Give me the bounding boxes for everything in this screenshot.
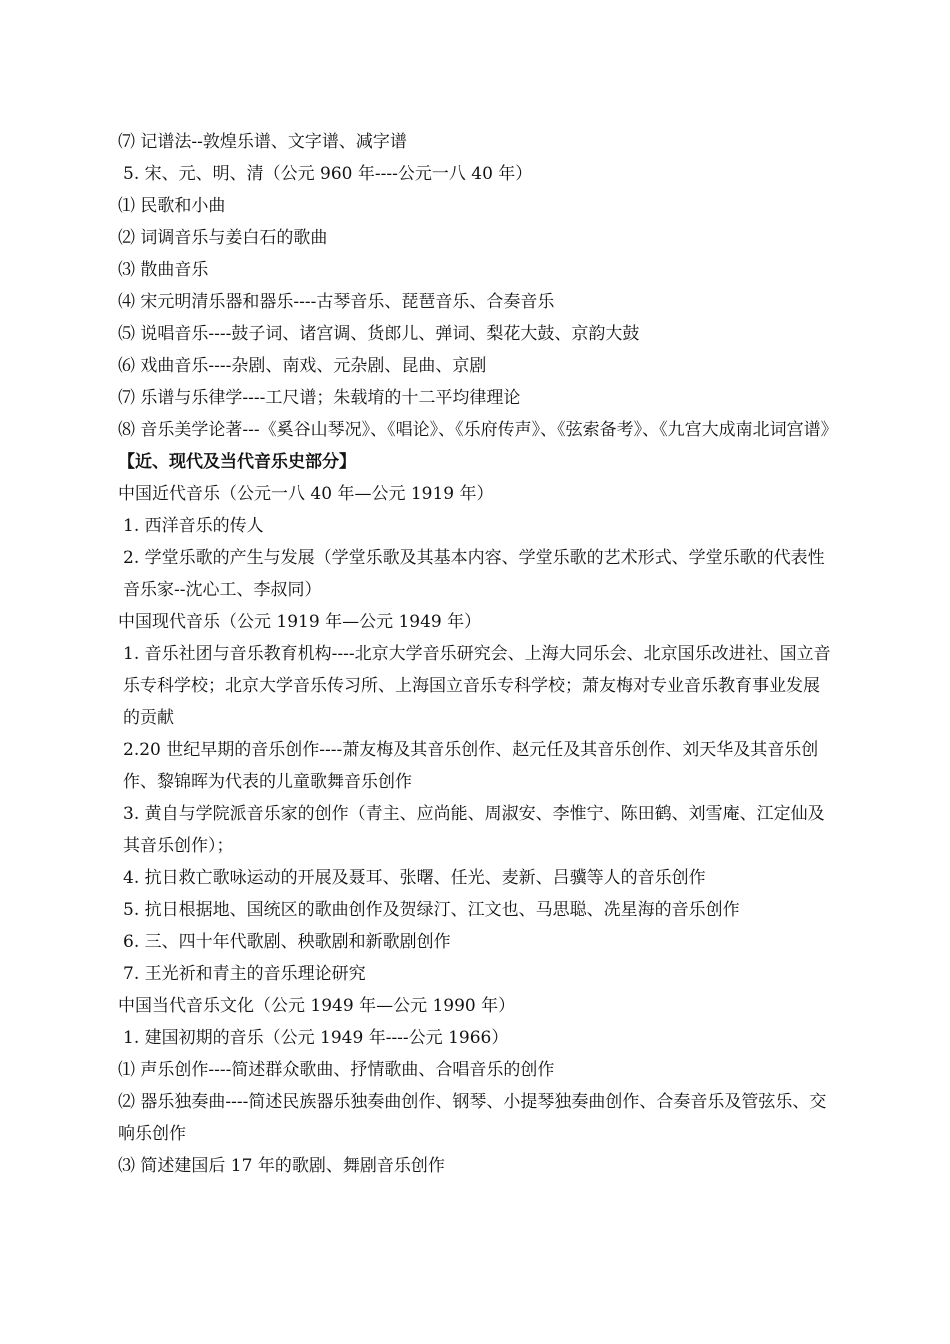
- text-line: ⑴ 声乐创作----简述群众歌曲、抒情歌曲、合唱音乐的创作: [118, 1060, 555, 1080]
- text-line: 1. 音乐社团与音乐教育机构----北京大学音乐研究会、上海大同乐会、北京国乐改进社、国立音乐专科学校；北京大学音乐传习所、上海国立音乐专科学校；萧友梅对专业音乐教育事业发展的贡献: [123, 644, 831, 728]
- text-line: ⑶ 简述建国后 17 年的歌剧、舞剧音乐创作: [118, 1156, 445, 1176]
- text-line: ⑵ 词调音乐与姜白石的歌曲: [118, 228, 328, 248]
- text-line: 2. 学堂乐歌的产生与发展（学堂乐歌及其基本内容、学堂乐歌的艺术形式、学堂乐歌的代表性音乐家--沈心工、李叔同）: [123, 548, 825, 600]
- document-body: [118, 126, 838, 1182]
- text-line: ⑶ 散曲音乐: [118, 260, 209, 280]
- subsection-title: 中国现代音乐（公元 1919 年—公元 1949 年）: [118, 612, 482, 632]
- text-line: 1. 西洋音乐的传人: [123, 516, 264, 536]
- subsection-title: 中国近代音乐（公元一八 40 年—公元 1919 年）: [118, 484, 494, 504]
- text-line: ⑷ 宋元明清乐器和器乐----古琴音乐、琵琶音乐、合奏音乐: [118, 292, 555, 312]
- text-line: ⑺ 乐谱与乐律学----工尺谱；朱载堉的十二平均律理论: [118, 388, 521, 408]
- text-line: ⑻ 音乐美学论著---《奚谷山琴况》、《唱论》、《乐府传声》、《弦索备考》、《九宫大成南北词宫谱》: [118, 420, 838, 440]
- text-line: 5. 抗日根据地、国统区的歌曲创作及贺绿汀、江文也、马思聪、冼星海的音乐创作: [123, 900, 740, 920]
- text-line: 6. 三、四十年代歌剧、秧歌剧和新歌剧创作: [123, 932, 451, 952]
- text-line: ⑺ 记谱法--敦煌乐谱、文字谱、减字谱: [118, 132, 407, 152]
- text-line: 1. 建国初期的音乐（公元 1949 年----公元 1966）: [123, 1028, 509, 1048]
- text-line: ⑵ 器乐独奏曲----简述民族器乐独奏曲创作、钢琴、小提琴独奏曲创作、合奏音乐及管弦乐、交响乐创作: [118, 1092, 827, 1144]
- text-line: 5. 宋、元、明、清（公元 960 年----公元一八 40 年）: [123, 164, 533, 184]
- text-line: 7. 王光祈和青主的音乐理论研究: [123, 964, 366, 984]
- subsection-title: 中国当代音乐文化（公元 1949 年—公元 1990 年）: [118, 996, 516, 1016]
- text-line: 3. 黄自与学院派音乐家的创作（青主、应尚能、周淑安、李惟宁、陈田鹤、刘雪庵、江定仙及其音乐创作）；: [123, 804, 825, 856]
- text-line: ⑸ 说唱音乐----鼓子词、诸宫调、货郎儿、弹词、梨花大鼓、京韵大鼓: [118, 324, 640, 344]
- section-heading: 【近、现代及当代音乐史部分】: [118, 452, 356, 472]
- text-line: ⑹ 戏曲音乐----杂剧、南戏、元杂剧、昆曲、京剧: [118, 356, 487, 376]
- text-line: 4. 抗日救亡歌咏运动的开展及聂耳、张曙、任光、麦新、吕骥等人的音乐创作: [123, 868, 706, 888]
- text-line: 2.20 世纪早期的音乐创作----萧友梅及其音乐创作、赵元任及其音乐创作、刘天华及其音乐创作、黎锦晖为代表的儿童歌舞音乐创作: [123, 740, 819, 792]
- text-line: ⑴ 民歌和小曲: [118, 196, 226, 216]
